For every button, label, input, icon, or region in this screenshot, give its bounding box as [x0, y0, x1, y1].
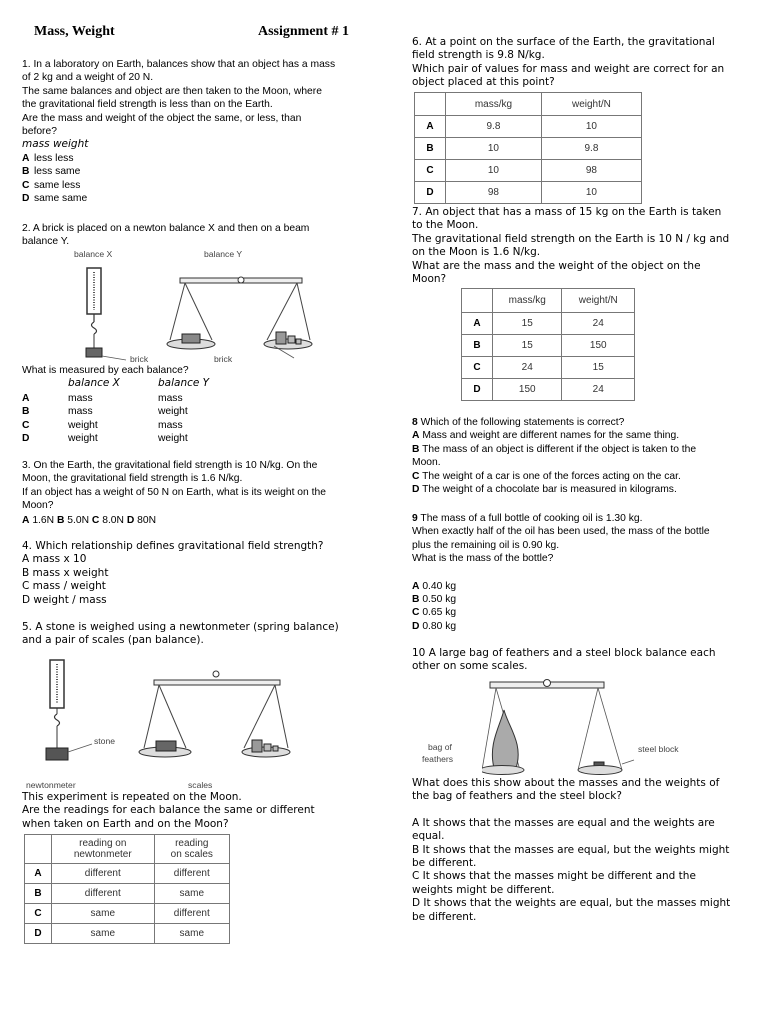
q7-line: to the Moon.	[412, 219, 479, 232]
q5-question	[22, 791, 372, 831]
brick-label: brick	[214, 354, 233, 364]
q10-line: the bag of feathers and the steel block?	[412, 790, 622, 803]
scales-label: scales	[188, 780, 213, 790]
q6-header-mass: mass/kg	[446, 93, 542, 116]
q1-line: before?	[22, 126, 57, 138]
newtonmeter-label: newtonmeter	[26, 780, 76, 790]
q5-option-c[interactable]: C same different	[25, 904, 230, 924]
q2-header-x: balance X	[68, 377, 120, 389]
q5-figure	[22, 652, 372, 788]
q2-header-y: balance Y	[158, 377, 210, 389]
q2-line: balance Y.	[22, 236, 70, 248]
q3-line: 3. On the Earth, the gravitational field strength is 10 N/kg. On the	[22, 460, 318, 471]
question-10	[412, 647, 757, 674]
q4-option-b[interactable]: B mass x weight	[22, 566, 109, 579]
q7-line: The gravitational field strength on the Earth is 10 N / kg and	[412, 232, 730, 245]
question-1	[22, 58, 372, 205]
q3-option-d[interactable]: D 80N	[126, 514, 157, 526]
q8-option-a[interactable]: A Mass and weight are different names for the same thing.	[412, 430, 680, 442]
q9-option-c[interactable]: C 0.65 kg	[412, 607, 457, 619]
q3-line: If an object has a weight of 50 N on Earth, what is its weight on the	[22, 486, 326, 498]
q6-line: field strength is 9.8 N/kg.	[412, 49, 545, 62]
q2-line: 2. A brick is placed on a newton balance X and then on a beam	[22, 223, 310, 234]
q3-option-b[interactable]: B 5.0N	[56, 514, 90, 526]
question-7	[412, 206, 757, 286]
q1-column-header: mass weight	[22, 138, 89, 151]
q9-question: 9 The mass of a full bottle of cooking oil is 1.30 kg.	[412, 513, 643, 524]
q7-header-weight: weight/N	[562, 289, 635, 313]
q6-line: Which pair of values for mass and weight are correct for an	[412, 62, 725, 75]
q10-option-b[interactable]: B It shows that the masses are equal, but the weights might be different.	[412, 843, 730, 870]
q10-option-d[interactable]: D It shows that the weights are equal, but the masses might be different.	[412, 897, 731, 923]
q2-question: What is measured by each balance?	[22, 365, 189, 376]
q2-option-c[interactable]: C weight mass	[22, 419, 183, 431]
q5-header-blank	[25, 835, 52, 864]
q7-option-b[interactable]: B 15 150	[462, 335, 635, 357]
q7-line: What are the mass and the weight of the object on the	[412, 259, 701, 272]
q9-option-b[interactable]: B 0.50 kg	[412, 594, 457, 606]
q5-option-d[interactable]: D same same	[25, 924, 230, 944]
page-title: Mass, Weight	[34, 24, 115, 39]
q9-option-d[interactable]: D 0.80 kg	[412, 620, 457, 632]
q9-line: plus the remaining oil is 0.90 kg.	[412, 539, 560, 551]
q7-option-a[interactable]: A 15 24	[462, 313, 635, 335]
q3-line: Moon?	[22, 500, 54, 512]
q2-answers	[22, 364, 372, 377]
q10-line: 10 A large bag of feathers and a steel block balance each	[412, 647, 716, 659]
q6-option-c[interactable]: C 10 98	[415, 160, 642, 182]
question-2	[22, 222, 372, 249]
q2-option-d[interactable]: D weight weight	[22, 433, 188, 445]
q1-line: 1. In a laboratory on Earth, balances show that an object has a mass	[22, 59, 336, 70]
q1-option-d[interactable]: D same same	[22, 193, 88, 205]
q7-option-d[interactable]: D 150 24	[462, 379, 635, 401]
q4-question: 4. Which relationship defines gravitational field strength?	[22, 540, 324, 552]
q5-line: and a pair of scales (pan balance).	[22, 634, 204, 647]
question-5	[22, 621, 372, 648]
q10-option-a[interactable]: A It shows that the masses are equal and the weights are equal.	[412, 816, 715, 843]
balance-y-label: balance Y	[204, 249, 243, 259]
q1-line: Are the mass and weight of the object the same, or less, than	[22, 112, 302, 124]
q6-table	[414, 92, 642, 204]
q3-option-a[interactable]: A 1.6N	[22, 514, 55, 526]
brick-label: brick	[130, 354, 149, 364]
q1-line: of 2 kg and a weight of 20 N.	[22, 72, 154, 84]
q2-option-a[interactable]: A mass mass	[22, 393, 183, 404]
q2-figure	[22, 248, 372, 368]
steel-block-label: steel block	[638, 744, 679, 754]
bag-of-feathers-label: bag of	[428, 742, 452, 752]
q2-rows	[22, 392, 372, 448]
q8-option-b-cont: Moon.	[412, 457, 441, 469]
q5-header-scales: reading on scales	[154, 835, 229, 864]
q2-option-b[interactable]: B mass weight	[22, 406, 188, 418]
q8-option-d[interactable]: D The weight of a chocolate bar is measured in kilograms.	[412, 484, 677, 496]
q5-line: when taken on Earth and on the Moon?	[22, 817, 229, 830]
q9-line: What is the mass of the bottle?	[412, 553, 554, 565]
q5-option-b[interactable]: B different same	[25, 884, 230, 904]
q7-header-mass: mass/kg	[493, 289, 562, 313]
q7-table	[461, 288, 635, 401]
q10-line: What does this show about the masses and the weights of	[412, 777, 720, 789]
q9-line: When exactly half of the oil has been used, the mass of the bottle	[412, 526, 710, 538]
q3-line: Moon, the gravitational field strength is 1.6 N/kg.	[22, 473, 243, 485]
page-header	[34, 24, 364, 40]
q5-table	[24, 834, 230, 944]
q8-option-b[interactable]: B The mass of an object is different if the object is taken to the	[412, 443, 697, 455]
q3-option-c[interactable]: C 8.0N	[91, 514, 124, 526]
q3-options	[22, 514, 372, 527]
q1-line: the gravitational field strength is less than on the Earth.	[22, 99, 273, 111]
q5-line: This experiment is repeated on the Moon.	[22, 791, 242, 803]
question-6	[412, 36, 757, 90]
q1-line: The same balances and object are then taken to the Moon, where	[22, 85, 322, 97]
q1-option-b[interactable]: B less same	[22, 166, 81, 178]
q10-option-c[interactable]: C It shows that the masses might be different and the weights might be different.	[412, 870, 696, 896]
q4-option-a[interactable]: A mass x 10	[22, 553, 87, 566]
question-4	[22, 540, 372, 607]
q10-figure	[412, 674, 757, 778]
q6-header-weight: weight/N	[541, 93, 641, 116]
q6-line: object placed at this point?	[412, 76, 555, 89]
q6-option-b[interactable]: B 10 9.8	[415, 138, 642, 160]
q8-option-c[interactable]: C The weight of a car is one of the forces acting on the car.	[412, 470, 681, 482]
q6-line: 6. At a point on the surface of the Earth, the gravitational	[412, 36, 715, 48]
stone-label: stone	[94, 736, 116, 746]
question-8	[412, 416, 757, 496]
balance-diagram-icon	[62, 248, 322, 368]
q9-option-a[interactable]: A 0.40 kg	[412, 580, 457, 592]
q6-option-d[interactable]: D 98 10	[415, 182, 642, 204]
q6-option-a[interactable]: A 9.8 10	[415, 116, 642, 138]
bag-of-feathers-label: feathers	[422, 754, 454, 764]
q5-line: 5. A stone is weighed using a newtonmeter (spring balance)	[22, 621, 339, 633]
question-9	[412, 512, 757, 633]
question-3	[22, 459, 372, 527]
q7-line: Moon?	[412, 273, 447, 286]
q1-option-a[interactable]: A less less	[22, 152, 74, 164]
balance-x-label: balance X	[74, 249, 113, 259]
q10-question	[412, 777, 757, 924]
stone-balance-diagram-icon	[32, 652, 292, 777]
q7-line: 7. An object that has a mass of 15 kg on the Earth is taken	[412, 206, 722, 218]
q1-option-c[interactable]: C same less	[22, 179, 81, 191]
assignment-number: Assignment # 1	[258, 24, 350, 39]
q5-line: Are the readings for each balance the same or different	[22, 804, 315, 817]
q7-option-c[interactable]: C 24 15	[462, 357, 635, 379]
q7-line: on the Moon is 1.6 N/kg.	[412, 246, 541, 259]
q4-option-c[interactable]: C mass / weight	[22, 580, 106, 593]
q8-question: 8 Which of the following statements is correct?	[412, 417, 625, 428]
feathers-balance-diagram-icon	[482, 674, 682, 778]
q4-option-d[interactable]: D weight / mass	[22, 593, 107, 606]
q5-header-newtonmeter: reading on newtonmeter	[52, 835, 155, 864]
q10-line: other on some scales.	[412, 660, 528, 673]
q5-option-a[interactable]: A different different	[25, 864, 230, 884]
